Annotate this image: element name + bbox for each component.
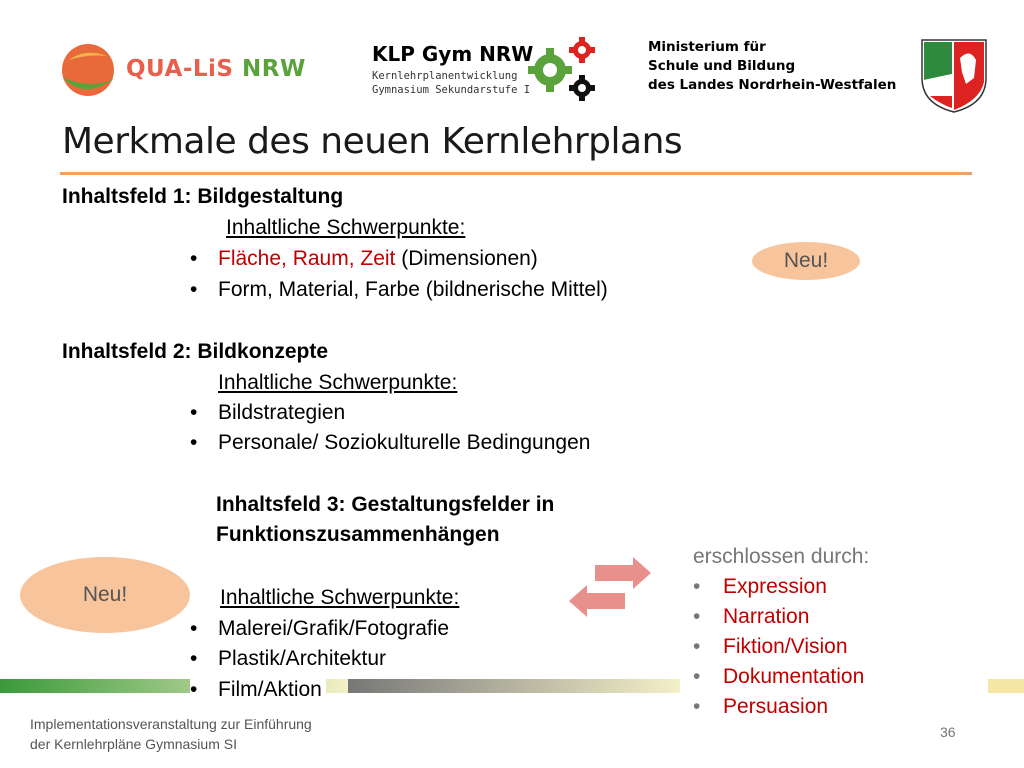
bullet: • (190, 278, 198, 301)
qualis-wordmark-part1: QUA-LiS (126, 56, 242, 82)
page-number: 36 (940, 724, 956, 740)
field3-item2 (190, 644, 386, 674)
ministry-line3: des Landes Nordrhein-Westfalen (648, 77, 897, 93)
field1-item2 (190, 275, 608, 305)
bullet: • (693, 605, 701, 628)
field2-heading: Inhaltsfeld 2: Bildkonzepte (62, 340, 329, 363)
klp-subtitle (372, 69, 530, 97)
field3-item1-text: Malerei/Grafik/Fotografie (218, 617, 450, 640)
bullet: • (693, 665, 701, 688)
field2-item1 (190, 398, 345, 428)
bullet: • (693, 695, 701, 718)
bullet: • (190, 647, 198, 670)
bullet: • (190, 431, 198, 454)
field1-heading: Inhaltsfeld 1: Bildgestaltung (62, 185, 344, 208)
field1-item1 (190, 244, 538, 274)
ministry-line2: Schule und Bildung (648, 58, 796, 74)
erschlossen-label: erschlossen durch: (693, 545, 870, 568)
erschlossen-item-text: Expression (723, 575, 827, 598)
erschlossen-item-text: Narration (723, 605, 810, 628)
erschlossen-item (693, 602, 869, 632)
erschlossen-item-text: Dokumentation (723, 665, 865, 688)
klp-title-a: KLP Gym (372, 42, 480, 66)
klp-subtitle-line1: Kernlehrplanentwicklung (372, 70, 518, 82)
erschlossen-item (693, 692, 869, 722)
qualis-wordmark (126, 56, 306, 82)
bullet: • (693, 575, 701, 598)
ministry-line1: Ministerium für (648, 39, 766, 55)
field3-subheading: Inhaltliche Schwerpunkte: (220, 586, 460, 609)
footer-line1: Implementationsveranstaltung zur Einführung (30, 716, 312, 732)
field3-item1 (190, 614, 449, 644)
erschlossen-item (693, 572, 869, 602)
qualis-emblem-icon (55, 38, 125, 104)
nrw-crest-icon (920, 38, 988, 114)
qualis-wordmark-part2: NRW (241, 56, 306, 82)
slide-title: Merkmale des neuen Kernlehrplans (62, 121, 683, 162)
gears-icon (524, 36, 604, 106)
field1-item2-text: Form, Material, Farbe (bildnerische Mittel) (218, 278, 608, 301)
erschlossen-item-text: Fiktion/Vision (723, 635, 848, 658)
klp-title (372, 42, 533, 66)
field2-item1-text: Bildstrategien (218, 401, 346, 424)
field3-heading-line2: Funktionszusammenhängen (216, 523, 500, 546)
bullet: • (190, 678, 198, 701)
bullet: • (190, 617, 198, 640)
title-divider (60, 172, 972, 175)
field3-heading-line1: Inhaltsfeld 3: Gestaltungsfelder in (216, 493, 555, 516)
field3-item2-text: Plastik/Architektur (218, 647, 387, 670)
bullet: • (190, 401, 198, 424)
klp-title-b: NRW (479, 42, 534, 66)
field2-item2-text: Personale/ Soziokulturelle Bedingungen (218, 431, 591, 454)
footer-line2: der Kernlehrpläne Gymnasium SI (30, 736, 237, 752)
field2-item2 (190, 428, 590, 458)
bullet: • (693, 635, 701, 658)
exchange-arrows-icon (565, 555, 655, 625)
erschlossen-item (693, 632, 869, 662)
field1-subheading: Inhaltliche Schwerpunkte: (226, 216, 466, 239)
field3-item3-text: Film/Aktion (218, 678, 322, 701)
field2-subheading: Inhaltliche Schwerpunkte: (218, 371, 458, 394)
field1-item1-rest: (Dimensionen) (395, 247, 538, 270)
footer-gradient-band (0, 679, 1024, 693)
erschlossen-item-text: Persuasion (723, 695, 829, 718)
new-badge-top: Neu! (752, 242, 860, 280)
klp-subtitle-line2: Gymnasium Sekundarstufe I (372, 84, 531, 96)
erschlossen-list (693, 542, 869, 722)
ministry-name (648, 38, 896, 95)
bullet: • (190, 247, 198, 270)
field1-item1-highlight: Fläche, Raum, Zeit (218, 247, 396, 270)
new-badge-left: Neu! (20, 557, 190, 633)
field3-item3 (190, 675, 326, 705)
footer-caption (30, 714, 312, 754)
